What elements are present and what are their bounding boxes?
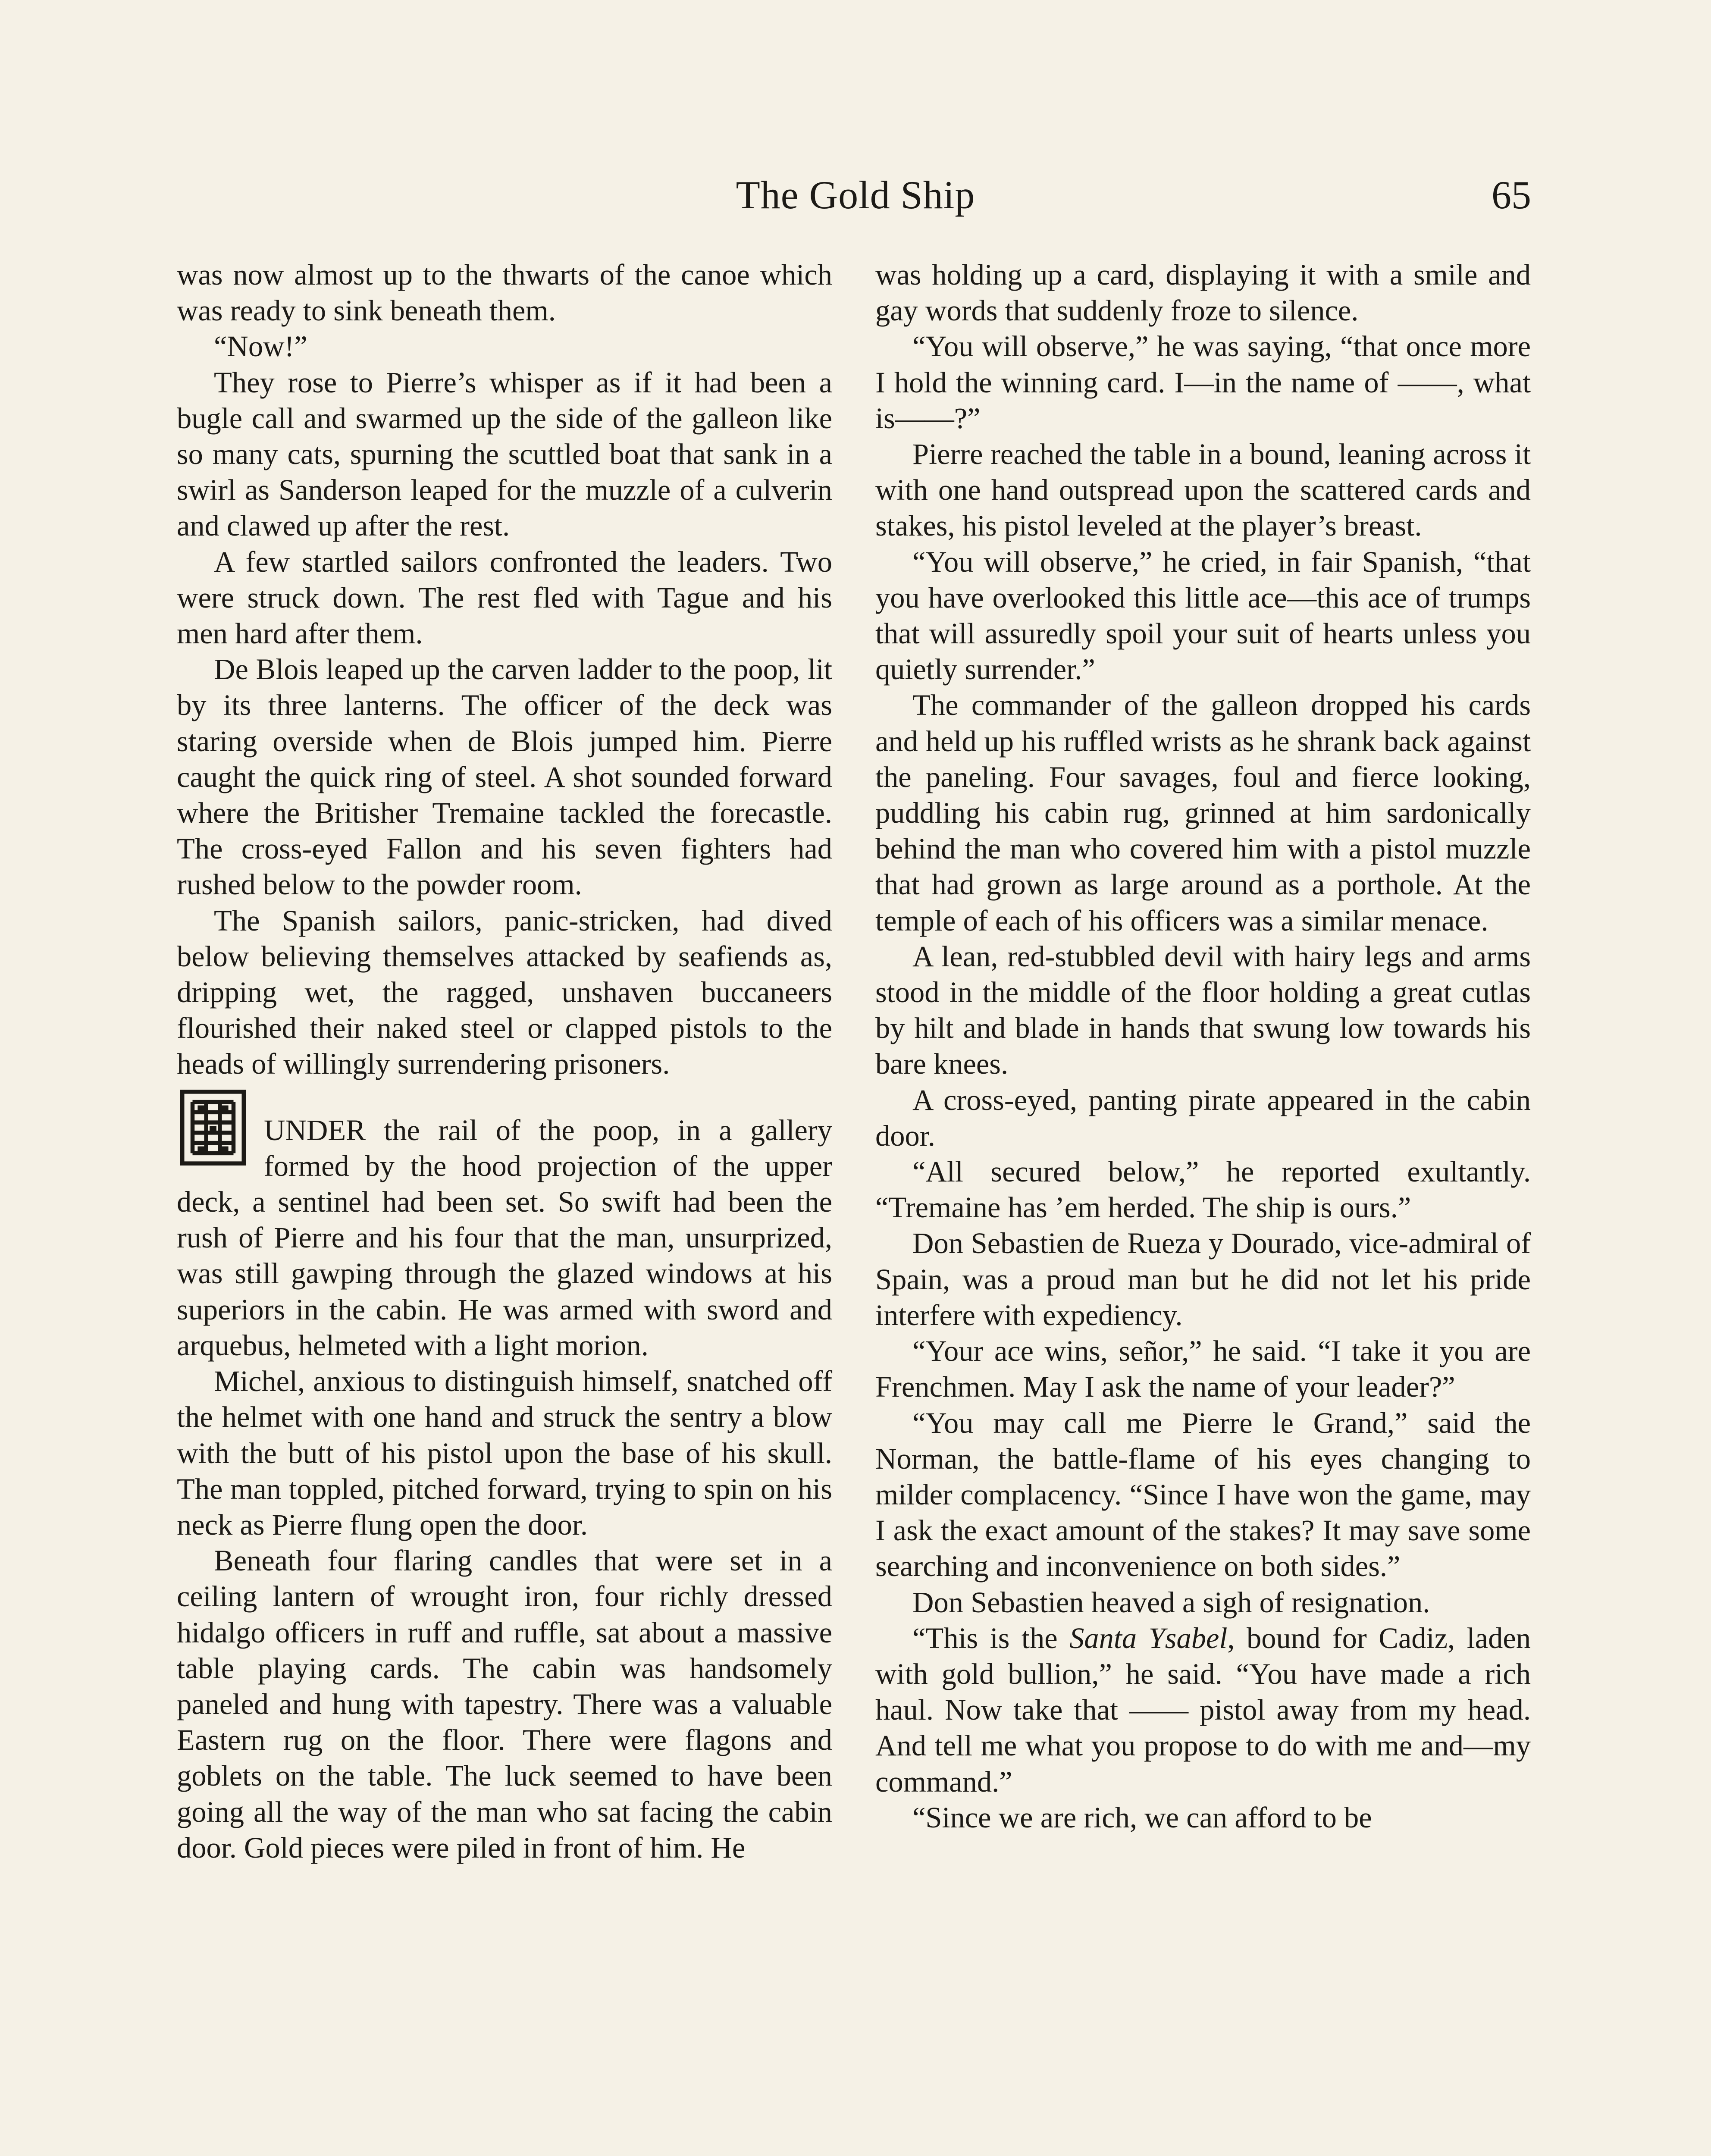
paragraph: Beneath four flaring candles that were set in a ceiling lantern of wrought iron, four richly dressed hidalgo officers in ruff and ruffle, sat about a massive table playing cards. The cabin was handsomely paneled and hung with tapestry. There was a valuable Eastern rug on the floor. There were flagons and goblets on the table. The luck seemed to have been going all the way of the man who sat facing the cabin door. Gold pieces were piled in front of him. He — [177, 1544, 832, 1864]
paragraph: A lean, red-stubbled devil with hairy legs and arms stood in the middle of the floor holding a great cutlas by hilt and blade in hands that swung low towards his bare knees. — [875, 940, 1531, 1081]
paragraph: “You will observe,” he cried, in fair Spanish, “that you have overlooked this little ace—this ace of trumps that will assuredly spoil your suit of hearts unless you quietly surrender.” — [875, 545, 1531, 686]
ship-name: Santa Ysabel — [1069, 1621, 1228, 1655]
decorative-initial-ornament-icon — [177, 1087, 249, 1169]
running-title: The Gold Ship — [736, 173, 975, 217]
paragraph: was holding up a card, displaying it with a smile and gay words that suddenly froze to silence. — [875, 258, 1531, 327]
paragraph — [875, 1620, 1531, 1800]
paragraph: Don Sebastien de Rueza y Dourado, vice-admiral of Spain, was a proud man but he did not let his pride interfere with expediency. — [875, 1227, 1531, 1332]
paragraph: was now almost up to the thwarts of the canoe which was ready to sink beneath them. — [177, 258, 832, 327]
paragraph: Pierre reached the table in a bound, leaning across it with one hand outspread upon the scattered cards and stakes, his pistol leveled at the player’s breast. — [875, 438, 1531, 542]
paragraph: A few startled sailors confronted the leaders. Two were struck down. The rest fled with Tague and his men hard after them. — [177, 545, 832, 650]
paragraph: “All secured below,” he reported exultantly. “Tremaine has ’em herded. The ship is ours.” — [875, 1155, 1531, 1224]
text-run: , bound for Cadiz, laden with gold bullion,” he said. “You have made a rich haul. Now take that —— pistol away from my head. And tell me what you propose to do with me and—my command.” — [875, 1621, 1531, 1798]
paragraph: They rose to Pierre’s whisper as if it had been a bugle call and swarmed up the side of the galleon like so many cats, spurning the scuttled boat that sank in a swirl as Sanderson leaped for the muzzle of a culverin and clawed up after the rest. — [177, 366, 832, 542]
paragraph: “You will observe,” he was saying, “that once more I hold the winning card. I—in the name of ——, what is——?” — [875, 330, 1531, 435]
paragraph: The commander of the galleon dropped his cards and held up his ruffled wrists as he shrank back against the paneling. Four savages, foul and fierce looking, puddling his cabin rug, grinned at him sardonically behind the man who covered him with a pistol muzzle that had grown as large around as a porthole. At the temple of each of his officers was a similar menace. — [875, 689, 1531, 937]
running-head — [0, 169, 1711, 221]
paragraph: “Now!” — [214, 330, 307, 363]
page-number: 65 — [1492, 173, 1531, 217]
paragraph: “You may call me Pierre le Grand,” said the Norman, the battle-flame of his eyes changing to milder complacency. “Since I have won the game, may I ask the exact amount of the stakes? It may save some searching and inconvenience on both sides.” — [875, 1406, 1531, 1583]
left-column — [177, 257, 832, 1866]
paragraph: “Since we are rich, we can afford to be — [912, 1801, 1372, 1834]
paragraph: De Blois leaped up the carven ladder to the poop, lit by its three lanterns. The officer of the deck was staring overside when de Blois jumped him. Pierre caught the quick ring of steel. A shot sounded forward where the Britisher Tremaine tackled the forecastle. The cross-eyed Fallon and his seven fighters had rushed below to the powder room. — [177, 653, 832, 901]
paragraph: Michel, anxious to distinguish himself, snatched off the helmet with one hand and struck the sentry a blow with the butt of his pistol upon the base of his skull. The man toppled, pitched forward, trying to spin on his neck as Pierre flung open the door. — [177, 1365, 832, 1541]
text-run: “This is the — [912, 1621, 1070, 1655]
right-column — [875, 257, 1531, 1836]
paragraph: A cross-eyed, panting pirate appeared in the cabin door. — [875, 1083, 1531, 1152]
section-paragraph: UNDER the rail of the poop, in a gallery formed by the hood projection of the upper deck, a sentinel had been set. So swift had been the rush of Pierre and his four that the man, unsurprized, was still gawping through the glazed windows at his superiors in the cabin. He was armed with sword and arquebus, helmeted with a light morion. — [177, 1113, 832, 1362]
paragraph: “Your ace wins, señor,” he said. “I take it you are Frenchmen. May I ask the name of your leader?” — [875, 1335, 1531, 1404]
paragraph: Don Sebastien heaved a sigh of resignation. — [912, 1586, 1430, 1619]
paragraph: The Spanish sailors, panic-stricken, had dived below believing themselves attacked by seafiends as, dripping wet, the ragged, unshaven buccaneers flourished their naked steel or clapped pistols to the heads of willingly surrendering prisoners. — [177, 904, 832, 1081]
